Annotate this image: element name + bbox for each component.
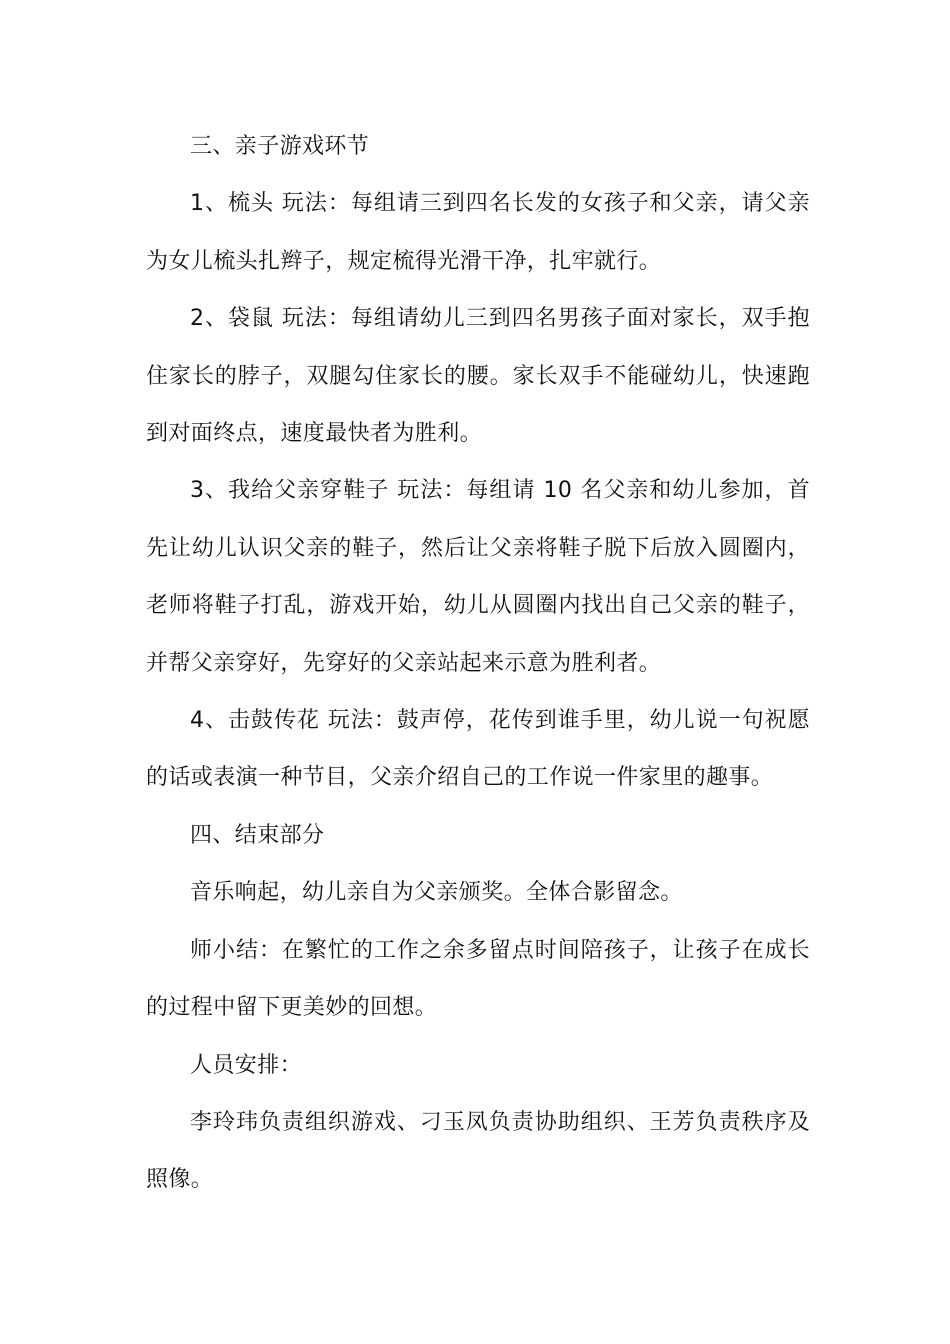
paragraph-staff-assignment: 李玲玮负责组织游戏、刁玉凤负责协助组织、王芳负责秩序及照像。	[146, 1109, 810, 1193]
document-body	[146, 118, 810, 1209]
section-heading-ending: 四、结束部分	[190, 822, 325, 848]
paragraph-award: 音乐响起，幼儿亲自为父亲颁奖。全体合影留念。	[190, 880, 683, 906]
paragraph-game-kangaroo: 2、袋鼠 玩法：每组请幼儿三到四名男孩子面对家长，双手抱住家长的脖子，双腿勾住家长的腰。家长双手不能碰幼儿，快速跑到对面终点，速度最快者为胜利。	[146, 306, 810, 447]
paragraph-game-shoes: 3、我给父亲穿鞋子 玩法：每组请 10 名父亲和幼儿参加，首先让幼儿认识父亲的鞋子，然后让父亲将鞋子脱下后放入圆圈内，老师将鞋子打乱，游戏开始，幼儿从圆圈内找出自己父亲的鞋子，并帮父亲穿好，先穿好的父亲站起来示意为胜利者。	[146, 478, 810, 676]
paragraph-staff-heading: 人员安排：	[190, 1052, 303, 1078]
section-heading-parent-child-games: 三、亲子游戏环节	[190, 134, 370, 159]
paragraph-teacher-summary: 师小结：在繁忙的工作之余多留点时间陪孩子，让孩子在成长的过程中留下更美妙的回想。	[146, 937, 810, 1021]
paragraph-game-pass-the-flower: 4、击鼓传花 玩法：鼓声停，花传到谁手里，幼儿说一句祝愿的话或表演一种节目，父亲介绍自己的工作说一件家里的趣事。	[146, 708, 810, 791]
paragraph-game-hair-combing: 1、梳头 玩法：每组请三到四名长发的女孩子和父亲，请父亲为女儿梳头扎辫子，规定梳得光滑干净，扎牢就行。	[146, 191, 810, 274]
